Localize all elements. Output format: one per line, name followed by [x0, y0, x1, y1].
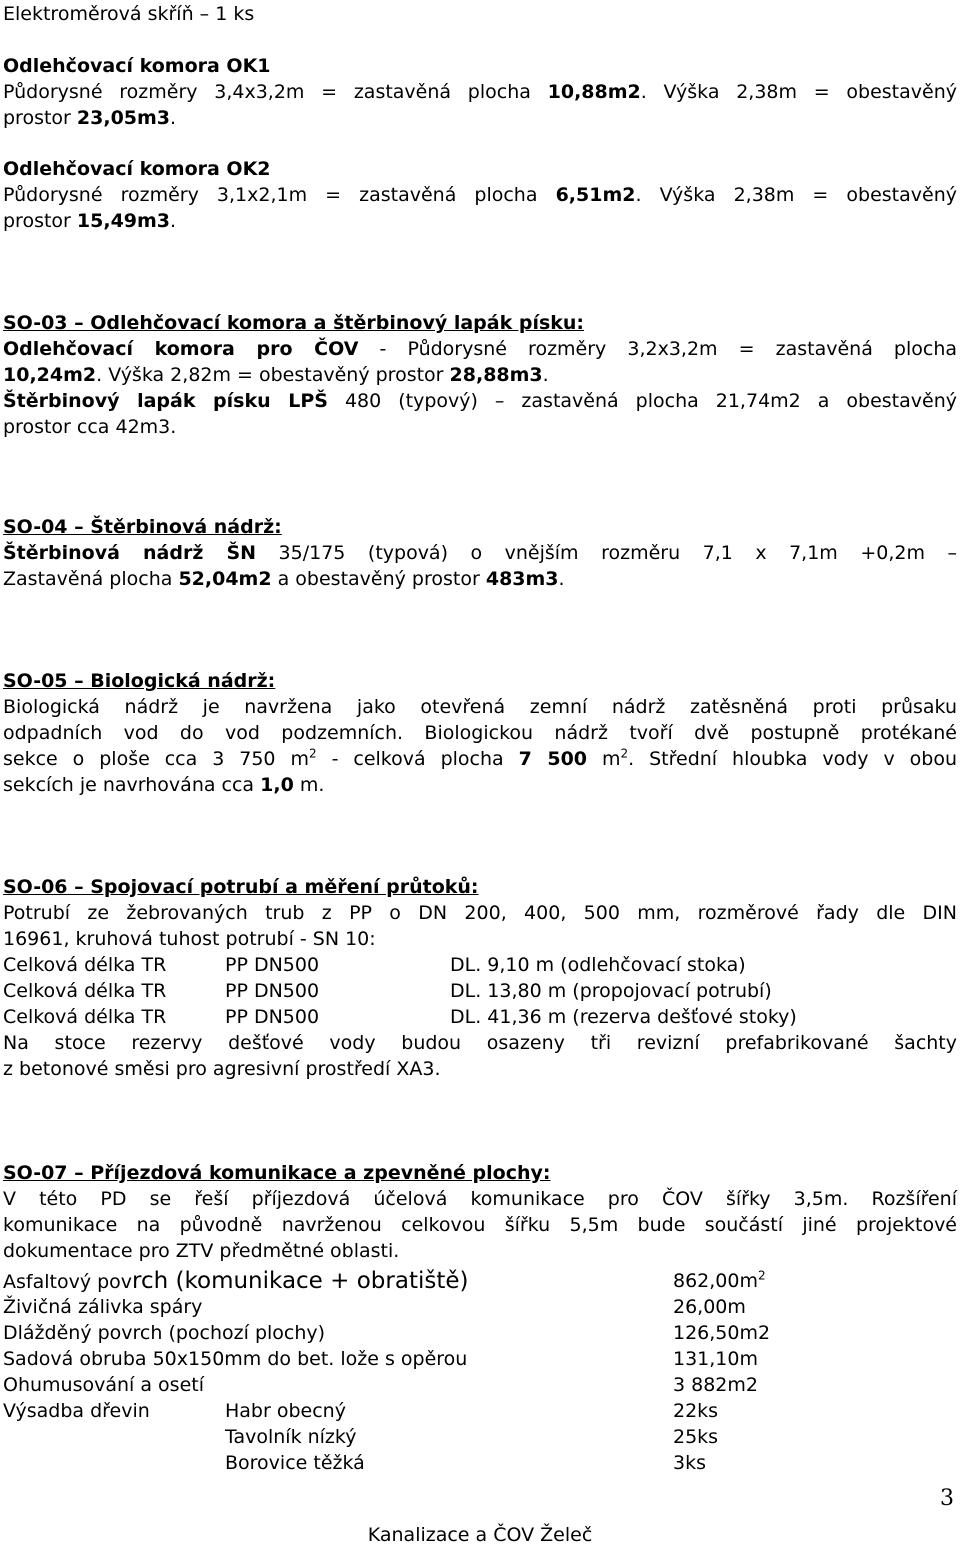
ok1-title: Odlehčovací komora OK1 — [3, 55, 271, 77]
item-species: Borovice těžká — [225, 1452, 365, 1474]
pipe-type: PP DN500 — [225, 1006, 320, 1028]
ok1-line-2 — [3, 105, 957, 131]
so07-line-3: dokumentace pro ZTV předmětné oblasti. — [3, 1240, 400, 1262]
so04-text: . — [558, 568, 565, 590]
pipe-label: Celková délka TR — [3, 954, 167, 976]
so06-line-4: z betonové směsi pro agresivní prostředí XA3. — [3, 1058, 441, 1080]
ok1-area: 10,88m2 — [547, 81, 641, 103]
so04-volume: 483m3 — [485, 568, 559, 590]
ok2-title: Odlehčovací komora OK2 — [3, 158, 271, 180]
so03-bold: Odlehčovací komora pro ČOV — [3, 338, 359, 360]
item-row — [3, 1372, 957, 1398]
pipe-label: Celková délka TR — [3, 980, 167, 1002]
item-value: 131,10m — [673, 1348, 758, 1370]
item-label-part: rch (komunikace + obratiště) — [132, 1268, 469, 1294]
so07-heading: SO-07 – Příjezdová komunikace a zpevněné plochy: — [3, 1162, 551, 1184]
so03-text: . — [542, 364, 549, 386]
ok2-area: 6,51m2 — [555, 184, 636, 206]
item-value: 25ks — [673, 1426, 719, 1448]
so07-line-1: V této PD se řeší příjezdová účelová komunikace pro ČOV šířky 3,5m. Rozšíření — [3, 1188, 957, 1210]
so03-text: 480 (typový) – zastavěná plocha 21,74m2 a obestavěný — [327, 390, 957, 412]
so05-sup: 2 — [308, 746, 317, 761]
so04-text: Zastavěná plocha — [3, 568, 179, 590]
ok2-text: Půdorysné rozměry 3,1x2,1m = zastavěná plocha — [3, 184, 556, 206]
ok1-text: . — [170, 107, 177, 129]
ok1-text: . Výška 2,38m = obestavěný — [640, 81, 957, 103]
pipe-row — [3, 978, 957, 1004]
pipe-type: PP DN500 — [225, 980, 320, 1002]
so06-line-3: Na stoce rezervy dešťové vody budou osazeny tři revizní prefabrikované šachty — [3, 1032, 957, 1054]
pipe-type: PP DN500 — [225, 954, 320, 976]
so04-bold: Štěrbinová nádrž ŠN — [3, 542, 257, 564]
so03-text: - Půdorysné rozměry 3,2x3,2m = zastavěná plocha — [358, 338, 958, 360]
item-label: Ohumusování a osetí — [3, 1374, 204, 1396]
ok2-line-1 — [3, 182, 957, 208]
item-value: 3 882m2 — [673, 1374, 758, 1396]
so04-area: 52,04m2 — [178, 568, 272, 590]
so04-heading: SO-04 – Štěrbinová nádrž: — [3, 516, 282, 538]
so03-heading: SO-03 – Odlehčovací komora a štěrbinový lapák písku: — [3, 312, 585, 334]
item-row — [3, 1346, 957, 1372]
item-label: Výsadba dřevin — [3, 1400, 150, 1422]
item-row — [3, 1398, 957, 1424]
item-value: 26,00m — [673, 1296, 746, 1318]
section-so06 — [3, 874, 957, 1082]
item-label: Živičná zálivka spáry — [3, 1296, 203, 1318]
item-value — [673, 1268, 766, 1294]
section-so05 — [3, 668, 957, 798]
ok2-text: . — [170, 210, 177, 232]
ok1-line-1 — [3, 79, 957, 105]
section-so04 — [3, 514, 957, 592]
item-species: Tavolník nízký — [225, 1426, 357, 1448]
so05-total-area: 7 500 — [518, 748, 588, 770]
item-row — [3, 1450, 957, 1476]
ok1-volume: 23,05m3 — [76, 107, 171, 129]
so06-line-2: 16961, kruhová tuhost potrubí - SN 10: — [3, 928, 376, 950]
so05-depth: 1,0 — [260, 774, 294, 796]
so03-line-3 — [3, 388, 957, 414]
so03-line-1 — [3, 336, 957, 362]
item-row — [3, 1268, 957, 1294]
so05-sup: 2 — [620, 746, 629, 761]
section-ok2 — [3, 156, 957, 234]
item-label — [3, 1268, 468, 1295]
ok1-text: prostor — [3, 107, 77, 129]
so05-text: sekcích je navrhována cca — [3, 774, 261, 796]
item-row — [3, 1294, 957, 1320]
section-so03 — [3, 310, 957, 440]
page-footer: Kanalizace a ČOV Želeč — [367, 1524, 593, 1546]
so03-line-2 — [3, 362, 957, 388]
item-row — [3, 1424, 957, 1450]
pipe-length: DL. 9,10 m (odlehčovací stoka) — [450, 954, 746, 976]
so05-line-3 — [3, 746, 957, 772]
so03-volume: 28,88m3 — [449, 364, 543, 386]
ok1-text: Půdorysné rozměry 3,4x3,2m = zastavěná plocha — [3, 81, 548, 103]
pipe-row — [3, 1004, 957, 1030]
item-label: Dlážděný povrch (pochozí plochy) — [3, 1322, 326, 1344]
item-value: 126,50m2 — [673, 1322, 771, 1344]
so05-line-1: Biologická nádrž je navržena jako otevřená zemní nádrž zatěsněná proti průsaku — [3, 696, 957, 718]
so05-text: - celková plocha — [316, 748, 519, 770]
so03-line-4: prostor cca 42m3. — [3, 416, 177, 438]
so04-text: a obestavěný prostor — [271, 568, 486, 590]
so05-line-2: odpadních vod do vod podzemních. Biologickou nádrž tvoří dvě postupně protékané — [3, 722, 957, 744]
page-number: 3 — [940, 1486, 954, 1511]
item-value: 22ks — [673, 1400, 719, 1422]
item-row — [3, 1320, 957, 1346]
so05-text: m. — [293, 774, 325, 796]
pipe-row — [3, 952, 957, 978]
so06-line-1: Potrubí ze žebrovaných trub z PP o DN 200, 400, 500 mm, rozměrové řady dle DIN — [3, 902, 957, 924]
section-ok1 — [3, 53, 957, 131]
ok2-text: prostor — [3, 210, 77, 232]
pipe-length: DL. 13,80 m (propojovací potrubí) — [450, 980, 772, 1002]
ok2-text: . Výška 2,38m = obestavěný — [635, 184, 957, 206]
item-value-text: 862,00m — [673, 1270, 758, 1292]
so03-text: . Výška 2,82m = obestavěný prostor — [96, 364, 450, 386]
header-line: Elektroměrová skříň – 1 ks — [3, 3, 255, 25]
item-sup: 2 — [758, 1268, 766, 1283]
so07-line-2: komunikace na původně navrženou celkovou šířku 5,5m bude součástí jiné projektové — [3, 1214, 957, 1236]
so04-text: 35/175 (typová) o vnějším rozměru 7,1 x 7,1m +0,2m – — [256, 542, 957, 564]
item-value: 3ks — [673, 1452, 706, 1474]
section-so07 — [3, 1160, 957, 1476]
so05-text: sekce o ploše cca 3 750 m — [3, 748, 309, 770]
so03-bold: Štěrbinový lapák písku LPŠ — [3, 390, 328, 412]
so05-text: m — [587, 748, 621, 770]
so05-heading: SO-05 – Biologická nádrž: — [3, 670, 276, 692]
item-label-part: Asfaltový pov — [3, 1271, 133, 1293]
ok2-line-2 — [3, 208, 957, 234]
so04-line-2 — [3, 566, 957, 592]
item-species: Habr obecný — [225, 1400, 346, 1422]
so05-text: . Střední hloubka vody v obou — [628, 748, 957, 770]
so03-area: 10,24m2 — [3, 364, 97, 386]
pipe-length: DL. 41,36 m (rezerva dešťové stoky) — [450, 1006, 797, 1028]
pipe-label: Celková délka TR — [3, 1006, 167, 1028]
so04-line-1 — [3, 540, 957, 566]
so05-line-4 — [3, 772, 957, 798]
item-label: Sadová obruba 50x150mm do bet. lože s opěrou — [3, 1348, 468, 1370]
ok2-volume: 15,49m3 — [76, 210, 171, 232]
so06-heading: SO-06 – Spojovací potrubí a měření průtoků: — [3, 876, 479, 898]
